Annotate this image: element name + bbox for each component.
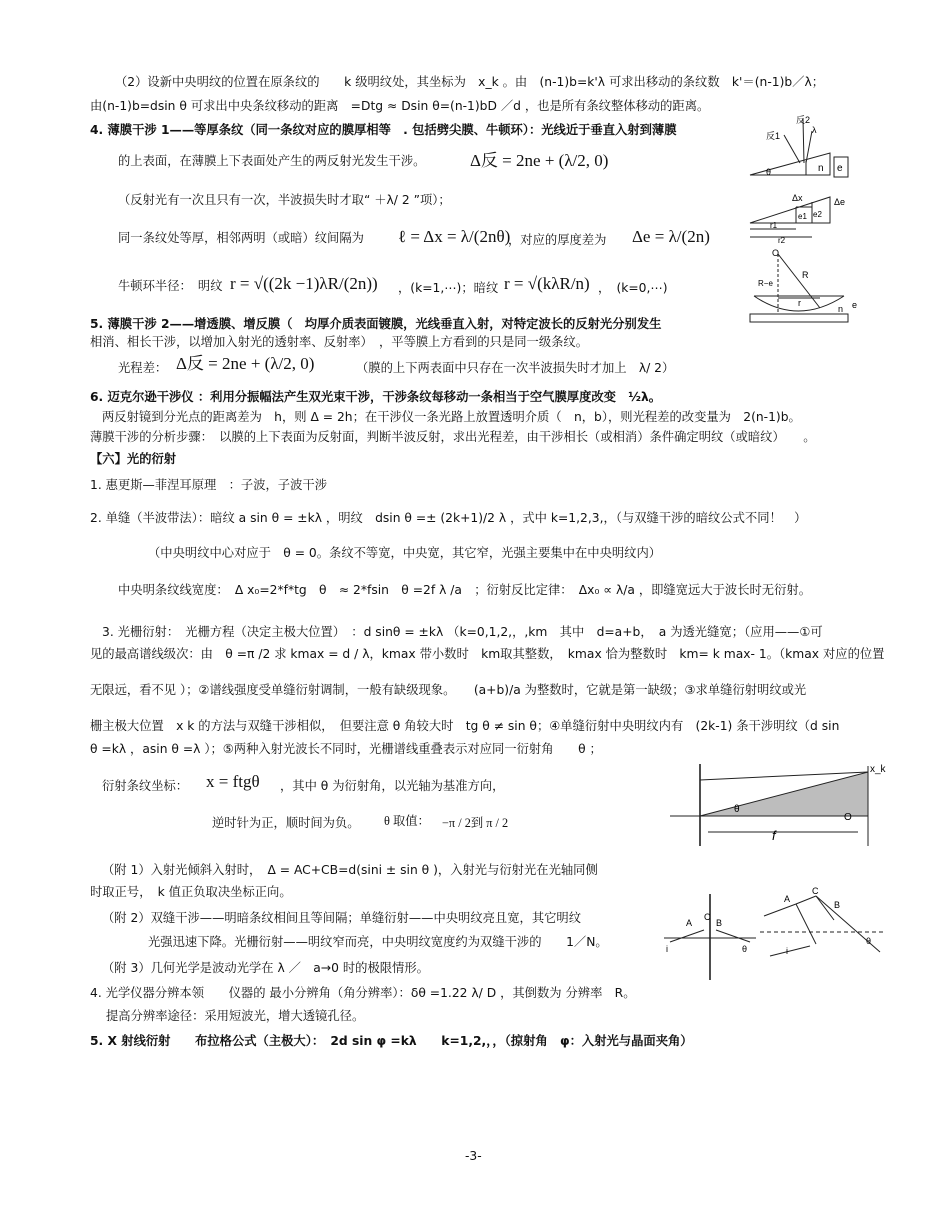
- formula-angle-range: −π / 2到 π / 2: [442, 816, 509, 830]
- newton-label: n: [838, 304, 844, 314]
- text-line: （附 2）双缝干涉——明暗条纹相间且等间隔；单缝衍射——中央明纹亮且宽，其它明纹: [102, 911, 582, 925]
- text-line: 光强迅速下降。光栅衍射——明纹窄而亮，中央明纹宽度约为双缝干涉的 1／N。: [148, 935, 608, 949]
- newton-label: R: [802, 270, 809, 280]
- oblique-label: θ: [742, 944, 748, 954]
- text-line: 提高分辨率途径：采用短波光，增大透镜孔径。: [106, 1009, 365, 1023]
- grating-lens-figure: [668, 760, 886, 850]
- text-line: 同一条纹处等厚，相邻两明（或暗）纹间隔为: [118, 231, 364, 245]
- text-line: （膜的上下两表面中只存在一次半波损失时才加上 λ/ 2）: [356, 361, 675, 375]
- text-line: 见的最高谱线级次：由 θ =π /2 求 kmax = d / λ，kmax 带小数时 km取其整数， kmax 恰为整数时 km= k max- 1。（kmax 对应的位置: [90, 647, 885, 661]
- oblique-label: C: [704, 912, 711, 922]
- text-line: （附 3）几何光学是波动光学在 λ ／ a→0 时的极限情形。: [102, 961, 429, 975]
- text-line: θ 取值：: [384, 814, 430, 828]
- text-line: ，对应的厚度差为: [508, 233, 607, 247]
- wedge-label: Δe: [834, 197, 846, 207]
- text-line: 牛顿环半径： 明纹: [118, 279, 223, 293]
- oblique-label: A: [686, 918, 693, 928]
- grating-label: x_k: [870, 764, 886, 775]
- newton-label: e: [852, 300, 858, 310]
- text-line: 4. 光学仪器分辨本领 仪器的 最小分辨角（角分辨率）：δθ =1.22 λ/ D ，其倒数为 分辨率 R。: [90, 986, 636, 1000]
- text-line: 中央明条纹线宽度： Δ x₀=2*f*tg θ ≈ 2*fsin θ =2f λ /a ；衍射反比定律： Δx₀ ∝ λ/a ，即缝宽远大于波长时无衍射。: [118, 583, 811, 597]
- text-line: （2）设新中央明纹的位置在原条纹的 k 级明纹处，其坐标为 x_k 。由 (n-1)b=k'λ 可求出移动的条纹数 k'＝(n-1)b／λ；: [115, 75, 825, 89]
- text-line: 的上表面，在薄膜上下表面处产生的两反射光发生干涉。: [118, 154, 426, 168]
- text-line: 3. 光栅衍射： 光栅方程（决定主极大位置） ：d sinθ = ±kλ （k=0,1,2,，,km 其中 d=a+b， a 为透光缝宽；（应用——①可: [102, 625, 823, 639]
- text-line: ，其中 θ 为衍射角，以光轴为基准方向，: [280, 779, 505, 793]
- wedge-label: Δx: [792, 193, 803, 203]
- wedge-label: n: [818, 163, 824, 174]
- formula-bright-ring-radius: r = √((2k −1)λR/(2n)): [230, 274, 378, 293]
- text-line: 薄膜干涉的分析步骤： 以膜的上下表面为反射面，判断半波反射，求出光程差，由干涉相长（或相消）条件确定明纹（或暗纹） 。: [90, 430, 816, 444]
- wedge-film-figure: [748, 113, 878, 243]
- formula-dark-ring-radius: r = √(kλR/n): [504, 274, 590, 293]
- section-heading: 5. 薄膜干涉 2——增透膜、增反膜（ 均厚介质表面镀膜，光线垂直入射，对特定波长的反射光分别发生: [90, 317, 662, 331]
- text-line: 逆时针为正，顺时间为负。: [212, 816, 360, 830]
- wedge-label: r2: [778, 236, 786, 245]
- wedge-label: e1: [798, 212, 807, 221]
- text-line: 时取正号， k 值正负取决坐标正向。: [90, 885, 292, 899]
- wedge-label: θ: [766, 167, 772, 177]
- oblique-incidence-figure: [660, 886, 890, 985]
- oblique-label: B: [716, 918, 723, 928]
- text-line: （附 1）入射光倾斜入射时， Δ = AC+CB=d(sini ± sin θ )，入射光与衍射光在光轴同侧: [102, 863, 598, 877]
- page-number: -3-: [465, 1149, 482, 1163]
- text-line: 光程差：: [118, 361, 168, 375]
- text-line: 1. 惠更斯—菲涅耳原理 ：子波，子波干涉: [90, 478, 327, 492]
- chapter-heading: 【六】光的衍射: [90, 452, 177, 466]
- text-line: 两反射镜到分光点的距离差为 h，则 Δ = 2h；在干涉仪一条光路上放置透明介质（ n，b），则光程差的改变量为 2(n-1)b。: [102, 410, 801, 424]
- text-line: 无限远，看不见 ）；②谱线强度受单缝衍射调制，一般有缺级现象。 (a+b)/a 为整数时，它就是第一缺级；③求单缝衍射明纹或光: [90, 683, 807, 697]
- grating-label: O: [844, 812, 852, 823]
- wedge-label: r1: [770, 221, 778, 230]
- formula-path-difference: Δ反 = 2ne + (λ/2, 0): [470, 151, 609, 170]
- newton-ring-figure: [748, 248, 868, 332]
- wedge-label: 反1: [766, 131, 781, 141]
- formula-path-difference: Δ反 = 2ne + (λ/2, 0): [176, 354, 315, 373]
- text-line: （反射光有一次且只有一次，半波损失时才取“ ＋λ/ 2 ”项）；: [118, 193, 451, 207]
- wedge-label: 反2: [796, 115, 811, 125]
- oblique-label: i: [786, 946, 788, 956]
- grating-label: θ: [734, 804, 740, 815]
- section-heading: 6. 迈克尔逊干涉仪 ：利用分振幅法产生双光束干涉，干涉条纹每移动一条相当于空气膜厚度改变 ½λ。: [90, 390, 662, 404]
- text-line: θ =kλ ，asin θ =λ ）；⑤两种入射光波长不同时，光栅谱线重叠表示对应同一衍射角 θ ；: [90, 742, 602, 756]
- section-heading: 4. 薄膜干涉 1——等厚条纹（同一条纹对应的膜厚相等 . 包括劈尖膜、牛顿环）：光线近于垂直入射到薄膜: [90, 123, 677, 137]
- formula-thickness-difference: Δe = λ/(2n): [632, 227, 710, 246]
- formula-fringe-coordinate: x = ftgθ: [206, 772, 260, 791]
- newton-label: r: [798, 298, 801, 308]
- wedge-label: e2: [813, 210, 822, 219]
- newton-label: R−e: [758, 279, 773, 288]
- text-line: ， (k=0,⋯): [598, 281, 668, 295]
- text-line: 栅主极大位置 x k 的方法与双缝干涉相似， 但要注意 θ 角较大时 tg θ ≠ sin θ；④单缝衍射中央明纹内有 (2k-1) 条干涉明纹（d sin: [90, 719, 840, 733]
- text-line: ，(k=1,⋯)；暗纹: [398, 281, 499, 295]
- text-line: 衍射条纹坐标：: [102, 779, 189, 793]
- wedge-label: λ: [812, 125, 817, 135]
- text-line: （中央明纹中心对应于 θ = 0。条纹不等宽，中央宽，其它窄，光强主要集中在中央明纹内）: [148, 546, 662, 560]
- wedge-label: e: [837, 163, 843, 174]
- grating-label: f: [772, 828, 776, 843]
- formula-fringe-spacing: ℓ = Δx = λ/(2nθ): [398, 227, 511, 246]
- oblique-label: C: [812, 886, 819, 896]
- oblique-label: i: [666, 944, 668, 954]
- oblique-label: A: [784, 894, 791, 904]
- section-heading: 5. X 射线衍射 布拉格公式（主极大）： 2d sin φ =kλ k=1,2,，，（掠射角 φ：入射光与晶面夹角）: [90, 1034, 693, 1048]
- newton-label: O: [772, 248, 780, 258]
- text-line: 相消、相长干涉，以增加入射光的透射率、反射率） ，平等膜上方看到的只是同一级条纹。: [90, 335, 589, 349]
- oblique-label: B: [834, 900, 841, 910]
- text-line: 由(n-1)b=dsin θ 可求出中央条纹移动的距离 =Dtg ≈ Dsin θ=(n-1)bD ／d ，也是所有条纹整体移动的距离。: [90, 99, 710, 113]
- text-line: 2. 单缝（半波带法）：暗纹 a sin θ = ±kλ ，明纹 dsin θ =± (2k+1)/2 λ ，式中 k=1,2,3,，（与双缝干涉的暗纹公式不同！ ）: [90, 511, 807, 525]
- oblique-label: θ: [866, 936, 872, 946]
